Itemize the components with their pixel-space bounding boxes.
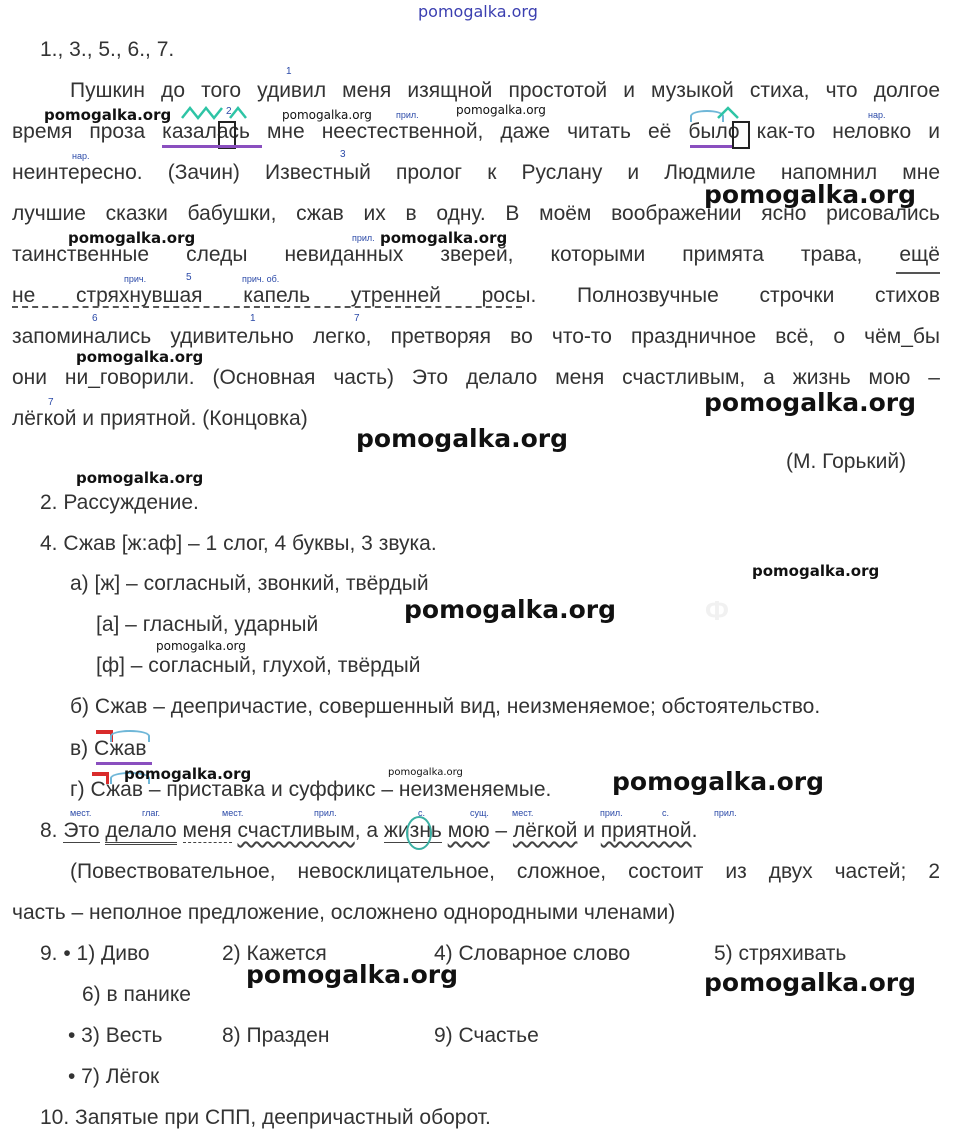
note-6: 6	[92, 313, 98, 324]
dashed-underline-participial	[12, 306, 522, 308]
word-schastlivym: счастливым	[237, 819, 355, 842]
task9-r2: 6) в панике	[82, 983, 191, 1006]
note-3: 3	[340, 149, 346, 160]
task8-line3: часть – неполное предложение, осложнено однородными членами)	[12, 901, 676, 924]
task8-line1	[40, 819, 697, 843]
task10: 10. Запятые при СПП, деепричастный оборот.	[40, 1106, 491, 1129]
text-line-6: не стряхнувшая капель утренней росы. Полнозвучные строчки стихов	[12, 284, 940, 307]
note-5: 5	[186, 272, 192, 283]
label-1: мест.	[70, 808, 92, 818]
task4-a2: [а] – гласный, ударный	[96, 613, 319, 636]
label-3: мест.	[222, 808, 244, 818]
text-line-5: таинственные следы невиданных зверей, которыми примята трава, ещё	[12, 243, 940, 266]
watermark: pomogalka.org	[752, 562, 880, 580]
text-line-2: время проза казалась мне неестественной, даже читать её было как-то неловко и	[12, 120, 940, 143]
text-line-3: неинтересно. (Зачин) Известный пролог к Руслану и Людмиле напомнил мне	[12, 161, 940, 184]
period: .	[691, 819, 698, 842]
ending-box-2	[732, 121, 750, 149]
task9-r1-c2: 2) Кажется	[222, 942, 327, 965]
faded-watermark: Ф	[705, 595, 729, 626]
note-part-2: прич. об.	[242, 274, 280, 284]
label-7: мест.	[512, 808, 534, 818]
task4-v-prefix: в)	[70, 737, 94, 760]
label-2: глаг.	[142, 808, 161, 818]
watermark: pomogalka.org	[246, 960, 459, 989]
watermark: pomogalka.org	[704, 180, 917, 209]
task4-v-word: Сжав	[93, 737, 147, 760]
task1-header: 1., 3., 5., 6., 7.	[40, 38, 175, 61]
root-arc-sjav	[110, 730, 150, 742]
and: и	[577, 819, 601, 842]
word-priyatnoy: приятной	[600, 819, 692, 842]
note-7b: 7	[48, 397, 54, 408]
note-1: 1	[286, 66, 292, 77]
stem-underline-2	[690, 145, 732, 148]
note-adv-1: нар.	[868, 110, 886, 120]
text-line-9: лёгкой и приятной. (Концовка)	[12, 407, 308, 430]
watermark: pomogalka.org	[388, 767, 463, 778]
task4-b: б) Сжав – деепричастие, совершенный вид, неизменяемое; обстоятельство.	[70, 695, 821, 718]
comma: ,	[354, 819, 367, 842]
task4-a3: [ф] – согласный, глухой, твёрдый	[96, 654, 421, 677]
author: (М. Горький)	[786, 450, 907, 473]
task9-r3-c2: 8) Празден	[222, 1024, 330, 1047]
note-2: 2	[226, 106, 232, 117]
task9-r1-c3: 4) Словарное слово	[434, 942, 631, 965]
watermark: pomogalka.org	[156, 639, 246, 653]
watermark: pomogalka.org	[282, 108, 372, 122]
note-adj-2: прил.	[352, 233, 375, 243]
task9-r1-c4: 5) стряхивать	[714, 942, 847, 965]
label-9: с.	[662, 808, 670, 818]
watermark: pomogalka.org	[704, 968, 917, 997]
watermark: pomogalka.org	[356, 424, 569, 453]
task4-g: г) Сжав – приставка и суффикс – неизменяемые.	[70, 778, 552, 801]
task4-a1: а) [ж] – согласный, звонкий, твёрдый	[70, 572, 429, 595]
label-8: прил.	[600, 808, 623, 818]
watermark: pomogalka.org	[404, 595, 617, 624]
ending-zigzag-mark	[180, 106, 270, 122]
task9-r4: • 7) Лёгок	[68, 1065, 160, 1088]
watermark: pomogalka.org	[124, 765, 252, 783]
word-a: а	[366, 819, 379, 842]
watermark: pomogalka.org	[76, 469, 204, 487]
task2: 2. Рассуждение.	[40, 491, 199, 514]
label-4: прил.	[314, 808, 337, 818]
watermark-top: pomogalka.org	[418, 2, 538, 21]
suffix-mark-2	[716, 106, 740, 120]
task9-r3-c3: 9) Счастье	[434, 1024, 539, 1047]
watermark: pomogalka.org	[76, 348, 204, 366]
word-zhizn: жизнь	[383, 819, 442, 842]
note-adj-1: прил.	[396, 110, 419, 120]
watermark: pomogalka.org	[44, 106, 172, 124]
watermark: pomogalka.org	[380, 229, 508, 247]
conjunction-circle	[406, 816, 432, 850]
word-delalo: делало	[105, 819, 176, 845]
task4-header: 4. Сжав [ж:аф] – 1 слог, 4 буквы, 3 звука.	[40, 532, 437, 555]
word-menya: меня	[182, 819, 232, 842]
task9-r3-c1: • 3) Весть	[68, 1024, 163, 1047]
word-moyu: мою	[447, 819, 490, 842]
wavy-underline-still	[896, 264, 940, 274]
stem-underline-1	[162, 145, 262, 148]
text-line-8: они ни_говорили. (Основная часть) Это делало меня счастливым, а жизнь мою –	[12, 366, 940, 389]
word-legkoy: лёгкой	[512, 819, 578, 842]
text-line-1: Пушкин до того удивил меня изящной простотой и музыкой стиха, что долгое	[70, 79, 940, 102]
task8-line2: (Повествовательное, невосклицательное, сложное, состоит из двух частей; 2	[70, 860, 940, 883]
note-7: 7	[354, 313, 360, 324]
watermark: pomogalka.org	[612, 767, 825, 796]
watermark: pomogalka.org	[456, 103, 546, 117]
note-adv-2: нар.	[72, 151, 90, 161]
prefix-mark-2	[92, 772, 109, 784]
word-eto: Это	[63, 819, 100, 842]
label-10: прил.	[714, 808, 737, 818]
label-5: с.	[418, 808, 426, 818]
watermark: pomogalka.org	[68, 229, 196, 247]
text-line-7: запоминались удивительно легко, претворяя во что-то праздничное всё, о чём_бы	[12, 325, 940, 348]
label-6: сущ.	[470, 808, 489, 818]
task8-prefix: 8.	[40, 819, 64, 842]
note-1b: 1	[250, 313, 256, 324]
dash: –	[489, 819, 513, 842]
watermark: pomogalka.org	[704, 388, 917, 417]
note-part-1: прич.	[124, 274, 147, 284]
text-line-4: лучшие сказки бабушки, сжав их в одну. В моём воображении ясно рисовались	[12, 202, 940, 225]
task9-r1-c1: 9. • 1) Диво	[40, 942, 150, 965]
